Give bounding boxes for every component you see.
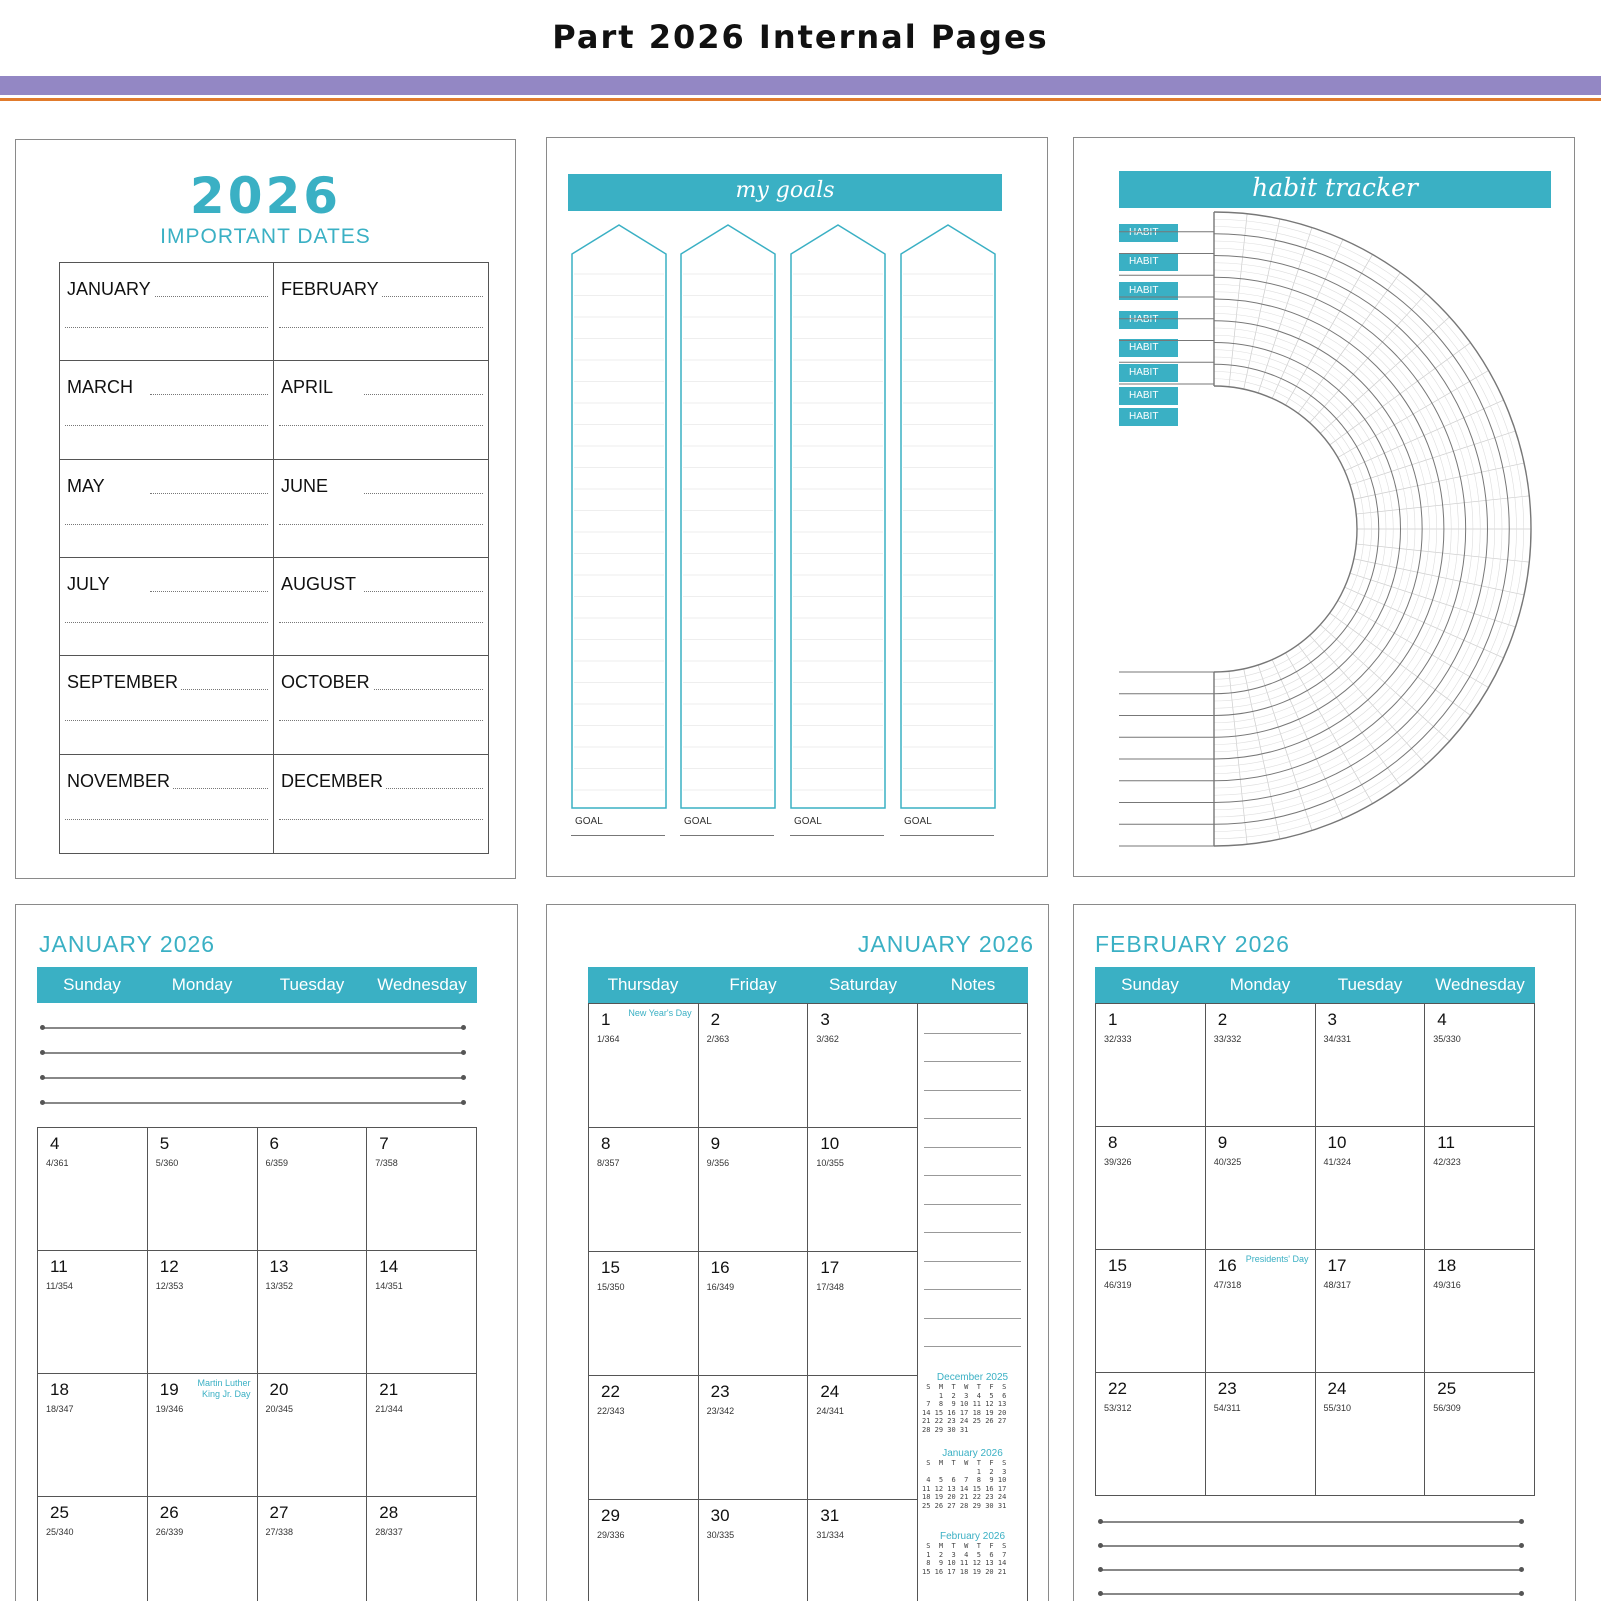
- dotted-line: [65, 327, 268, 328]
- month-cell: [60, 755, 274, 853]
- calendar-grid: [588, 1003, 918, 1601]
- note-line: [924, 1289, 1021, 1290]
- day-cell[interactable]: [1206, 1372, 1316, 1495]
- day-cell[interactable]: [1316, 1249, 1426, 1372]
- dotted-line: [364, 394, 483, 395]
- day-number: 17: [1327, 1256, 1347, 1275]
- weekday-label: Thursday: [607, 975, 679, 994]
- day-cell[interactable]: [148, 1127, 258, 1250]
- dotted-line: [364, 591, 483, 592]
- day-number: 23: [710, 1382, 730, 1401]
- day-of-year: 46/319: [1104, 1280, 1132, 1290]
- note-line: [43, 1052, 463, 1054]
- day-cell[interactable]: [699, 1251, 809, 1375]
- day-number: 3: [1327, 1010, 1337, 1029]
- day-cell[interactable]: [1206, 1126, 1316, 1249]
- day-cell[interactable]: [1425, 1126, 1535, 1249]
- day-of-year: 6/359: [265, 1158, 289, 1168]
- month-label: JULY: [67, 574, 113, 595]
- note-line: [1101, 1521, 1521, 1523]
- note-line: [1101, 1569, 1521, 1571]
- month-cell: [60, 361, 274, 459]
- day-cell[interactable]: [699, 1127, 809, 1251]
- day-of-year: 48/317: [1323, 1280, 1352, 1290]
- goals-page: [546, 137, 1048, 877]
- day-number: 1: [601, 1010, 611, 1029]
- goal-line: [790, 835, 884, 836]
- line-dot: [40, 1075, 45, 1080]
- day-number: 24: [1327, 1379, 1347, 1398]
- important-dates-grid: [59, 262, 489, 854]
- orange-line: [0, 98, 1601, 101]
- day-number: 27: [269, 1503, 289, 1522]
- day-cell[interactable]: [258, 1250, 368, 1373]
- dotted-line: [65, 819, 268, 820]
- day-cell[interactable]: [148, 1373, 258, 1496]
- day-of-year: 55/310: [1323, 1403, 1352, 1413]
- month-label: DECEMBER: [281, 771, 386, 792]
- day-number: 25: [1437, 1379, 1457, 1398]
- day-cell[interactable]: [699, 1375, 809, 1499]
- day-of-year: 29/336: [597, 1530, 625, 1540]
- day-of-year: 15/350: [597, 1282, 625, 1292]
- note-line: [924, 1061, 1021, 1062]
- day-number: 2: [1217, 1010, 1228, 1029]
- note-line: [43, 1102, 463, 1104]
- important-dates-page: [15, 139, 516, 879]
- day-of-year: 42/323: [1433, 1157, 1461, 1167]
- day-number: 15: [1108, 1256, 1127, 1275]
- day-cell[interactable]: [367, 1250, 477, 1373]
- day-number: 9: [710, 1134, 721, 1153]
- month-cell: [274, 361, 488, 459]
- calendar-grid: [37, 1127, 477, 1601]
- month-cell: [274, 755, 488, 853]
- month-label: AUGUST: [281, 574, 359, 595]
- habit-label: HABIT: [1119, 224, 1178, 242]
- day-number: 22: [1108, 1379, 1127, 1398]
- habit-tracker-banner: habit tracker: [1119, 171, 1551, 208]
- day-of-year: 5/360: [155, 1158, 179, 1168]
- day-number: 9: [1217, 1133, 1228, 1152]
- day-cell[interactable]: [699, 1499, 809, 1601]
- day-number: 16: [710, 1258, 730, 1277]
- mini-calendar-grid: S M T W T F S 1 2 3 4 5 6 7 8 9 10 11 12 13 14 15 16 17 18 19 20 21 22 23 24 25 26 27 28 29 30 31: [922, 1459, 1007, 1510]
- day-number: 11: [1437, 1133, 1455, 1152]
- holiday-label: New Year's Day: [628, 1008, 692, 1018]
- note-line: [924, 1090, 1021, 1091]
- weekday-label: Friday: [729, 975, 777, 994]
- month-title: JANUARY 2026: [857, 931, 1034, 957]
- dotted-line: [150, 493, 268, 494]
- month-label: JUNE: [281, 476, 331, 497]
- day-of-year: 19/346: [155, 1404, 184, 1414]
- dotted-line: [279, 819, 483, 820]
- day-cell[interactable]: [808, 1499, 918, 1601]
- month-cell: [60, 656, 274, 754]
- mini-calendar: [918, 1448, 1027, 1510]
- line-dot: [1519, 1591, 1524, 1596]
- day-number: 2: [710, 1010, 721, 1029]
- goal-label: GOAL: [575, 816, 603, 827]
- weekday-label: Tuesday: [279, 975, 345, 994]
- note-line: [924, 1346, 1021, 1347]
- day-number: 24: [820, 1382, 840, 1401]
- weekday-label: Sunday: [63, 975, 121, 994]
- holiday-label: Martin Luther King Jr. Day: [197, 1378, 251, 1399]
- day-of-year: 35/330: [1433, 1034, 1461, 1044]
- weekday-label: Saturday: [828, 975, 898, 994]
- day-of-year: 22/343: [597, 1406, 625, 1416]
- month-cell: [274, 656, 488, 754]
- line-dot: [1098, 1519, 1103, 1524]
- note-line: [924, 1204, 1021, 1205]
- day-cell[interactable]: [589, 1127, 699, 1251]
- dotted-line: [65, 524, 268, 525]
- day-number: 22: [601, 1382, 620, 1401]
- mini-calendar-title: January 2026: [942, 1448, 1003, 1459]
- day-of-year: 14/351: [375, 1281, 403, 1291]
- holiday-label: Presidents' Day: [1245, 1254, 1309, 1264]
- day-cell[interactable]: [808, 1251, 918, 1375]
- line-dot: [1098, 1567, 1103, 1572]
- line-dot: [461, 1100, 466, 1105]
- line-dot: [1519, 1519, 1524, 1524]
- day-number: 28: [379, 1503, 399, 1522]
- goal-arrow-outline: [680, 224, 776, 809]
- note-line: [924, 1318, 1021, 1319]
- page-title: Part 2026 Internal Pages: [552, 18, 1049, 56]
- dotted-line: [65, 425, 268, 426]
- january-right-page: [546, 904, 1049, 1601]
- day-cell[interactable]: [258, 1373, 368, 1496]
- dotted-line: [150, 394, 268, 395]
- day-cell[interactable]: [367, 1127, 477, 1250]
- day-number: 8: [601, 1134, 611, 1153]
- mini-calendar: [918, 1531, 1027, 1576]
- note-line: [43, 1027, 463, 1029]
- month-cell: [274, 263, 488, 361]
- weekday-label: Wednesday: [1435, 975, 1525, 994]
- day-of-year: 31/334: [816, 1530, 844, 1540]
- day-of-year: 24/341: [816, 1406, 844, 1416]
- dotted-line: [65, 720, 268, 721]
- year-heading: 2026: [189, 167, 342, 225]
- dotted-line: [279, 524, 483, 525]
- dotted-line: [65, 622, 268, 623]
- day-number: 31: [820, 1506, 840, 1525]
- weekday-label: Wednesday: [377, 975, 467, 994]
- month-label: MAY: [67, 476, 108, 497]
- february-left-page: [1073, 904, 1576, 1601]
- habit-tracker-page: [1073, 137, 1575, 877]
- month-label: NOVEMBER: [67, 771, 173, 792]
- day-cell[interactable]: [1096, 1003, 1206, 1126]
- day-of-year: 33/332: [1213, 1034, 1242, 1044]
- habit-label: HABIT: [1119, 339, 1178, 357]
- day-of-year: 8/357: [597, 1158, 620, 1168]
- day-number: 7: [379, 1134, 389, 1153]
- note-line: [924, 1232, 1021, 1233]
- day-of-year: 47/318: [1213, 1280, 1242, 1290]
- note-line: [1101, 1593, 1521, 1595]
- day-of-year: 10/355: [816, 1158, 844, 1168]
- day-of-year: 30/335: [706, 1530, 735, 1540]
- day-of-year: 27/338: [265, 1527, 294, 1537]
- day-of-year: 34/331: [1323, 1034, 1352, 1044]
- goal-line: [571, 835, 665, 836]
- weekday-label: Monday: [1229, 975, 1291, 994]
- day-cell[interactable]: [38, 1373, 148, 1496]
- month-label: FEBRUARY: [281, 279, 382, 300]
- month-cell: [60, 558, 274, 656]
- day-of-year: 17/348: [816, 1282, 844, 1292]
- day-of-year: 32/333: [1104, 1034, 1132, 1044]
- day-of-year: 18/347: [46, 1404, 74, 1414]
- day-number: 6: [269, 1134, 279, 1153]
- weekday-label: Monday: [171, 975, 233, 994]
- day-of-year: 28/337: [375, 1527, 403, 1537]
- day-of-year: 12/353: [155, 1281, 184, 1291]
- day-of-year: 54/311: [1213, 1403, 1241, 1413]
- day-cell[interactable]: [1316, 1372, 1426, 1495]
- goal-arrow-outline: [571, 224, 667, 809]
- line-dot: [40, 1050, 45, 1055]
- day-of-year: 56/309: [1433, 1403, 1461, 1413]
- mini-calendar-title: February 2026: [939, 1531, 1006, 1542]
- month-label: MARCH: [67, 377, 136, 398]
- line-dot: [1519, 1543, 1524, 1548]
- day-cell[interactable]: [1425, 1003, 1535, 1126]
- day-of-year: 23/342: [706, 1406, 735, 1416]
- day-of-year: 9/356: [706, 1158, 730, 1168]
- day-cell[interactable]: [367, 1496, 477, 1601]
- day-cell[interactable]: [1096, 1372, 1206, 1495]
- dotted-line: [150, 591, 268, 592]
- line-dot: [1098, 1543, 1103, 1548]
- day-cell[interactable]: [1206, 1249, 1316, 1372]
- purple-band: [0, 76, 1601, 95]
- day-cell[interactable]: [808, 1127, 918, 1251]
- mini-calendar-grid: S M T W T F S 1 2 3 4 5 6 7 8 9 10 11 12 13 14 15 16 17 18 19 20 21 22 23 24 25 26 27 28 29 30 31: [922, 1383, 1007, 1434]
- day-number: 10: [1327, 1133, 1347, 1152]
- day-of-year: 4/361: [46, 1158, 69, 1168]
- day-of-year: 3/362: [816, 1034, 839, 1044]
- day-number: 13: [269, 1257, 289, 1276]
- day-cell[interactable]: [1316, 1003, 1426, 1126]
- line-dot: [40, 1025, 45, 1030]
- note-line: [1101, 1545, 1521, 1547]
- goal-arrow-outline: [900, 224, 996, 809]
- note-line: [924, 1118, 1021, 1119]
- line-dot: [461, 1025, 466, 1030]
- mini-calendar-title: December 2025: [936, 1372, 1009, 1383]
- day-cell[interactable]: [1425, 1372, 1535, 1495]
- day-of-year: 1/364: [597, 1034, 620, 1044]
- day-number: 16: [1217, 1256, 1237, 1275]
- day-cell[interactable]: [38, 1127, 148, 1250]
- dotted-line: [150, 296, 268, 297]
- goal-label: GOAL: [794, 816, 822, 827]
- month-label: APRIL: [281, 377, 336, 398]
- month-label: JANUARY: [67, 279, 154, 300]
- habit-label: HABIT: [1119, 282, 1178, 300]
- dotted-line: [364, 689, 483, 690]
- day-of-year: 53/312: [1104, 1403, 1132, 1413]
- calendar-grid: [1095, 1003, 1535, 1496]
- day-cell[interactable]: [148, 1496, 258, 1601]
- day-number: 30: [710, 1506, 730, 1525]
- day-number: 26: [159, 1503, 179, 1522]
- month-title: JANUARY 2026: [39, 931, 216, 957]
- day-cell[interactable]: [367, 1373, 477, 1496]
- dotted-line: [279, 720, 483, 721]
- day-cell[interactable]: [589, 1003, 699, 1127]
- day-cell[interactable]: [258, 1127, 368, 1250]
- day-cell[interactable]: [258, 1496, 368, 1601]
- weekday-header: [588, 967, 1028, 1003]
- habit-rainbow-chart: [1074, 138, 1575, 877]
- day-number: 23: [1217, 1379, 1237, 1398]
- weekday-label: Sunday: [1121, 975, 1179, 994]
- day-cell[interactable]: [699, 1003, 809, 1127]
- day-number: 11: [50, 1257, 68, 1276]
- day-of-year: 13/352: [265, 1281, 294, 1291]
- day-number: 4: [50, 1134, 60, 1153]
- day-number: 18: [50, 1380, 69, 1399]
- dotted-line: [364, 493, 483, 494]
- day-of-year: 2/363: [706, 1034, 730, 1044]
- month-cell: [274, 558, 488, 656]
- dotted-line: [279, 327, 483, 328]
- line-dot: [40, 1100, 45, 1105]
- goal-label: GOAL: [904, 816, 932, 827]
- month-label: SEPTEMBER: [67, 672, 181, 693]
- day-number: 15: [601, 1258, 620, 1277]
- day-number: 25: [50, 1503, 69, 1522]
- day-of-year: 7/358: [375, 1158, 398, 1168]
- goal-label: GOAL: [684, 816, 712, 827]
- notes-column: [918, 1003, 1028, 1601]
- goal-column: [571, 224, 667, 809]
- day-number: 10: [820, 1134, 840, 1153]
- note-line: [924, 1147, 1021, 1148]
- note-line: [924, 1261, 1021, 1262]
- month-label: OCTOBER: [281, 672, 373, 693]
- dotted-line: [364, 296, 483, 297]
- goal-line: [900, 835, 994, 836]
- day-of-year: 39/326: [1104, 1157, 1132, 1167]
- day-of-year: 49/316: [1433, 1280, 1461, 1290]
- day-cell[interactable]: [1206, 1003, 1316, 1126]
- month-cell: [60, 460, 274, 558]
- day-of-year: 11/354: [46, 1281, 73, 1291]
- goal-arrow-outline: [790, 224, 886, 809]
- line-dot: [1098, 1591, 1103, 1596]
- line-dot: [461, 1075, 466, 1080]
- habit-label: HABIT: [1119, 311, 1178, 329]
- day-number: 17: [820, 1258, 840, 1277]
- day-number: 5: [159, 1134, 170, 1153]
- weekday-label: Notes: [950, 975, 996, 994]
- dotted-line: [279, 622, 483, 623]
- day-cell[interactable]: [808, 1003, 918, 1127]
- month-title: FEBRUARY 2026: [1095, 931, 1290, 957]
- important-dates-subtitle: IMPORTANT DATES: [160, 225, 371, 248]
- day-number: 8: [1108, 1133, 1118, 1152]
- day-cell[interactable]: [589, 1375, 699, 1499]
- january-left-page: [15, 904, 518, 1601]
- day-cell[interactable]: [38, 1496, 148, 1601]
- day-number: 21: [379, 1380, 399, 1399]
- day-cell[interactable]: [1316, 1126, 1426, 1249]
- day-number: 19: [159, 1380, 179, 1399]
- day-number: 20: [269, 1380, 289, 1399]
- line-dot: [461, 1050, 466, 1055]
- mini-calendar: [918, 1372, 1027, 1434]
- day-of-year: 21/344: [375, 1404, 403, 1414]
- month-cell: [60, 263, 274, 361]
- day-cell[interactable]: [808, 1375, 918, 1499]
- goal-column: [790, 224, 886, 809]
- day-of-year: 25/340: [46, 1527, 74, 1537]
- day-number: 14: [379, 1257, 399, 1276]
- day-of-year: 16/349: [706, 1282, 735, 1292]
- mini-calendar-grid: S M T W T F S 1 2 3 4 5 6 7 8 9 10 11 12 13 14 15 16 17 18 19 20 21: [922, 1542, 1007, 1576]
- day-cell[interactable]: [1096, 1249, 1206, 1372]
- habit-label: HABIT: [1119, 364, 1178, 382]
- note-line: [924, 1033, 1021, 1034]
- day-number: 4: [1437, 1010, 1447, 1029]
- note-line: [43, 1077, 463, 1079]
- day-cell[interactable]: [1096, 1126, 1206, 1249]
- goal-line: [680, 835, 774, 836]
- dotted-line: [279, 425, 483, 426]
- note-line: [924, 1175, 1021, 1176]
- day-number: 18: [1437, 1256, 1457, 1275]
- day-of-year: 26/339: [155, 1527, 184, 1537]
- day-number: 12: [159, 1257, 179, 1276]
- habit-label: HABIT: [1119, 408, 1178, 426]
- day-of-year: 41/324: [1323, 1157, 1352, 1167]
- weekday-label: Tuesday: [1337, 975, 1403, 994]
- day-of-year: 40/325: [1213, 1157, 1242, 1167]
- day-cell[interactable]: [148, 1250, 258, 1373]
- day-number: 29: [601, 1506, 620, 1525]
- day-number: 1: [1108, 1010, 1118, 1029]
- goal-column: [900, 224, 996, 809]
- day-cell[interactable]: [38, 1250, 148, 1373]
- day-cell[interactable]: [589, 1251, 699, 1375]
- habit-label: HABIT: [1119, 253, 1178, 271]
- day-of-year: 20/345: [265, 1404, 294, 1414]
- day-cell[interactable]: [1425, 1249, 1535, 1372]
- goals-banner: my goals: [568, 174, 1002, 211]
- month-cell: [274, 460, 488, 558]
- day-number: 3: [820, 1010, 830, 1029]
- habit-label: HABIT: [1119, 387, 1178, 405]
- day-cell[interactable]: [589, 1499, 699, 1601]
- goal-column: [680, 224, 776, 809]
- weekday-header: [37, 967, 477, 1003]
- line-dot: [1519, 1567, 1524, 1572]
- weekday-header: [1095, 967, 1535, 1003]
